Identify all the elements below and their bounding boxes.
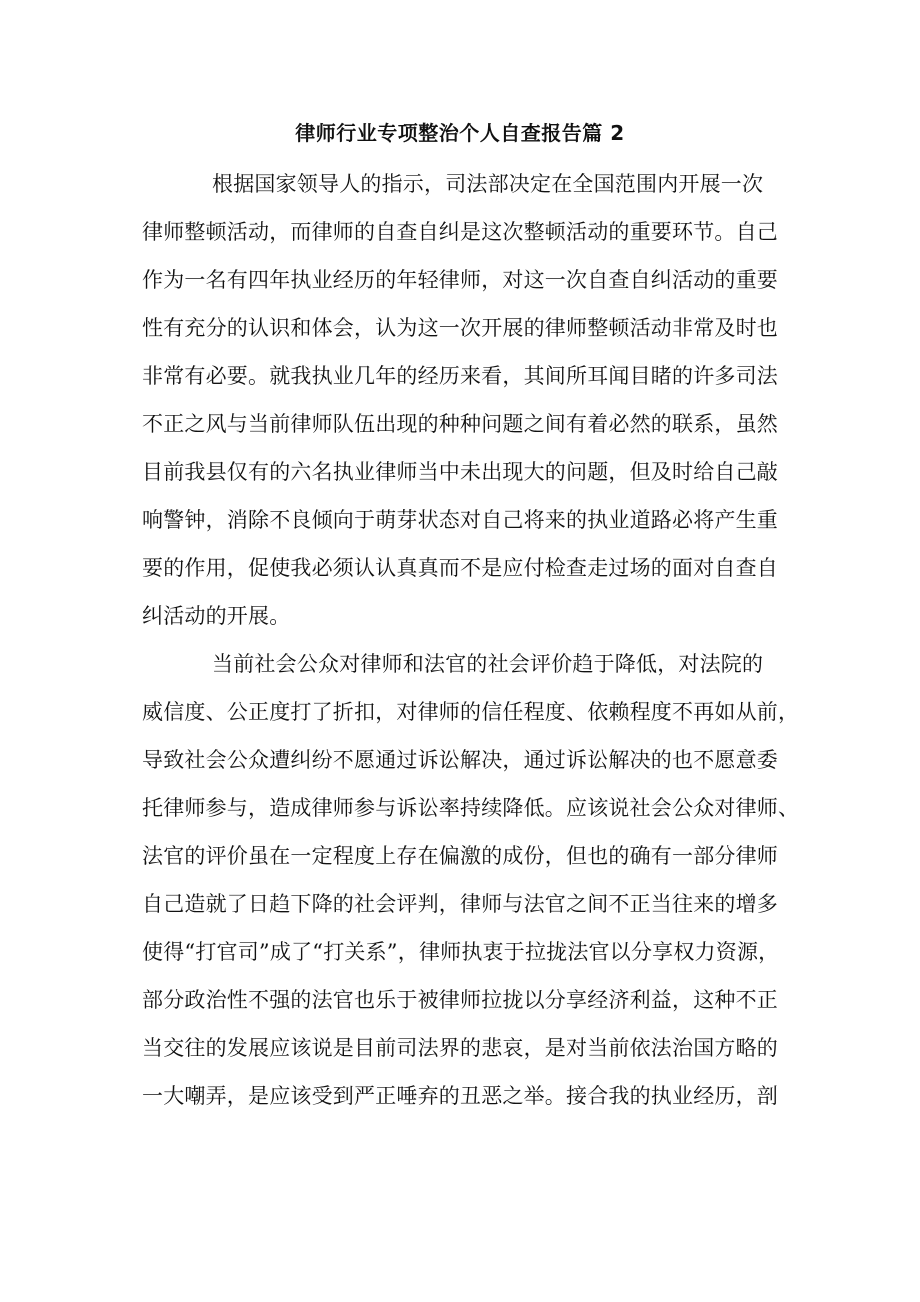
paragraph-line: 使得“打官司”成了“打关系”，律师执衷于拉拢法官以分享权力资源，: [142, 940, 780, 964]
paragraph-line: 导致社会公众遭纠纷不愿通过诉讼解决，通过诉讼解决的也不愿意委: [142, 748, 778, 772]
paragraph-line: 纠活动的开展。: [142, 604, 291, 628]
paragraph-line: 托律师参与，造成律师参与诉讼率持续降低。应该说社会公众对律师、: [142, 796, 800, 820]
paragraph-line: 根据国家领导人的指示，司法部决定在全国范围内开展一次: [212, 172, 764, 196]
paragraph-line: 部分政治性不强的法官也乐于被律师拉拢以分享经济利益，这种不正: [142, 988, 778, 1012]
paragraph-line: 一大嘲弄，是应该受到严正唾弃的丑恶之举。接合我的执业经历，剖: [142, 1084, 778, 1108]
paragraph-line: 目前我县仅有的六名执业律师当中未出现大的问题，但及时给自己敲: [142, 460, 778, 484]
paragraph-line: 非常有必要。就我执业几年的经历来看，其间所耳闻目睹的许多司法: [142, 364, 778, 388]
paragraph-line: 不正之风与当前律师队伍出现的种种问题之间有着必然的联系，虽然: [142, 412, 778, 436]
document-title: 律师行业专项整治个人自查报告篇 2: [295, 121, 625, 145]
paragraph-line: 当交往的发展应该说是目前司法界的悲哀，是对当前依法治国方略的: [142, 1036, 778, 1060]
paragraph-line: 要的作用，促使我必须认认真真而不是应付检查走过场的面对自查自: [142, 556, 778, 580]
paragraph-line: 当前社会公众对律师和法官的社会评价趋于降低，对法院的: [212, 652, 764, 676]
paragraph-1: [142, 160, 778, 640]
paragraph-line: 性有充分的认识和体会，认为这一次开展的律师整顿活动非常及时也: [142, 316, 778, 340]
paragraph-line: 律师整顿活动，而律师的自查自纠是这次整顿活动的重要环节。自己: [142, 220, 778, 244]
paragraph-2: [142, 640, 799, 1120]
paragraph-line: 作为一名有四年执业经历的年轻律师，对这一次自查自纠活动的重要: [142, 268, 778, 292]
paragraph-line: 威信度、公正度打了折扣，对律师的信任程度、依赖程度不再如从前，: [142, 700, 800, 724]
paragraph-line: 自己造就了日趋下降的社会评判，律师与法官之间不正当往来的增多: [142, 892, 778, 916]
paragraph-line: 响警钟，消除不良倾向于萌芽状态对自己将来的执业道路必将产生重: [142, 508, 778, 532]
paragraph-line: 法官的评价虽在一定程度上存在偏激的成份，但也的确有一部分律师: [142, 844, 778, 868]
